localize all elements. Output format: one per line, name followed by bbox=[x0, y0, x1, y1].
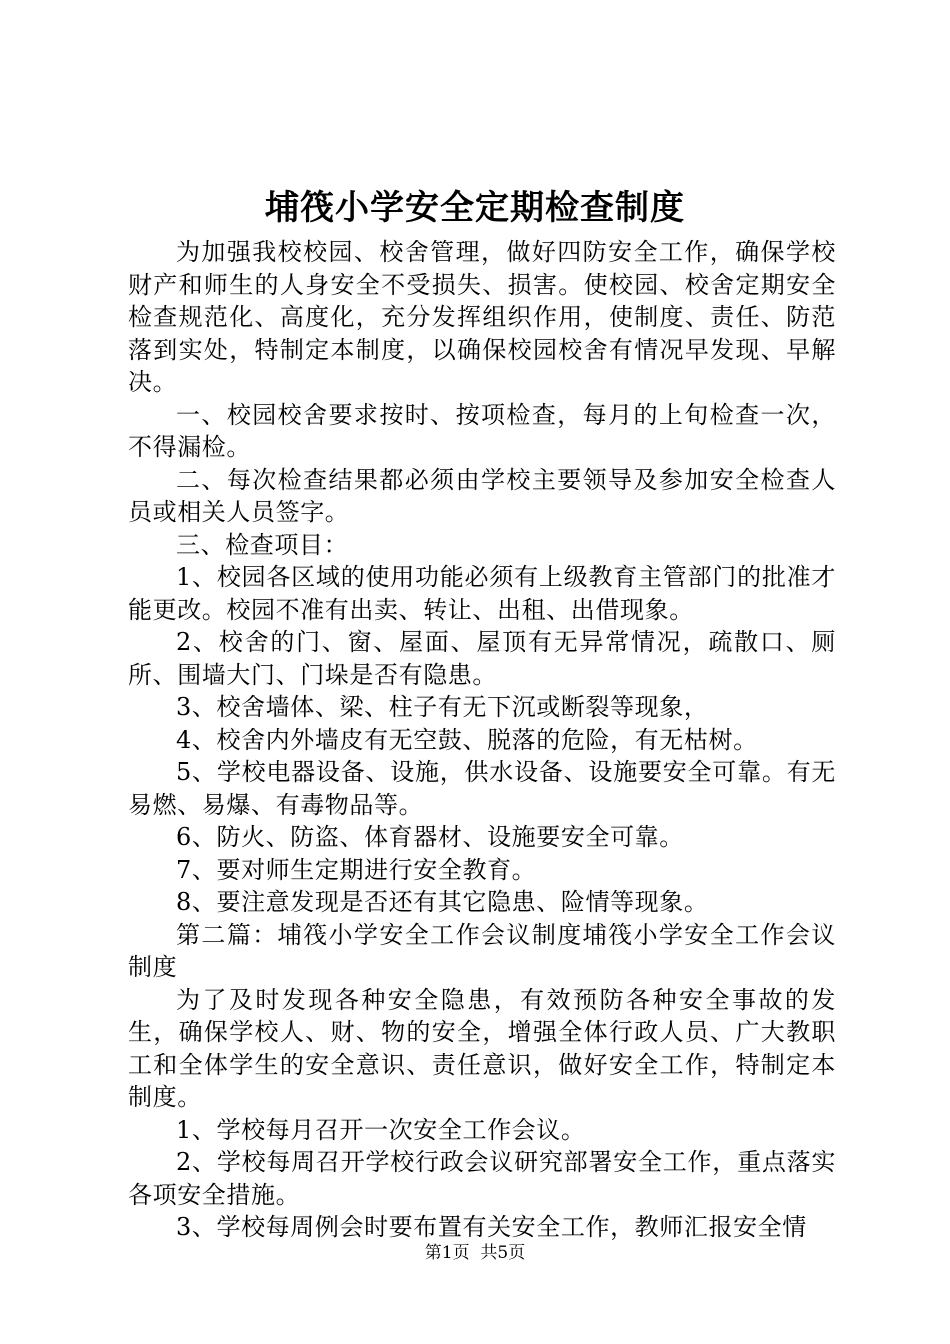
paragraph-intro: 为加强我校校园、校舍管理，做好四防安全工作，确保学校财产和师生的人身安全不受损失、损害。使校园、校舍定期安全检查规范化、高度化，充分发挥组织作用，使制度、责任、防范落到实处，特制定本制度，以确保校园校舍有情况早发现、早解决。 bbox=[128, 238, 836, 396]
paragraph-section-2-heading: 第二篇：埔筏小学安全工作会议制度埔筏小学安全工作会议制度 bbox=[128, 920, 836, 981]
paragraph-check-6: 6、防火、防盗、体育器材、设施要安全可靠。 bbox=[176, 823, 684, 851]
page-number: 第1页 bbox=[424, 1243, 470, 1263]
paragraph-check-5: 5、学校电器设备、设施，供水设备、设施要安全可靠。有无易燃、易爆、有毒物品等。 bbox=[128, 758, 836, 819]
paragraph-meeting-3: 3、学校每周例会时要布置有关安全工作，教师汇报安全情 bbox=[176, 1213, 807, 1241]
paragraph-check-8: 8、要注意发现是否还有其它隐患、险情等现象。 bbox=[176, 888, 709, 916]
paragraph-item-2: 二、每次检查结果都必须由学校主要领导及参加安全检查人员或相关人员签字。 bbox=[128, 465, 836, 526]
paragraph-item-1: 一、校园校舍要求按时、按项检查，每月的上旬检查一次，不得漏检。 bbox=[128, 400, 836, 461]
paragraph-check-2: 2、校舍的门、窗、屋面、屋顶有无异常情况，疏散口、厕所、围墙大门、门垛是否有隐患。 bbox=[128, 628, 836, 689]
paragraph-section-2-intro: 为了及时发现各种安全隐患，有效预防各种安全事故的发生，确保学校人、财、物的安全，增强全体行政人员、广大教职工和全体学生的安全意识、责任意识，做好安全工作，特制定本制度。 bbox=[128, 985, 836, 1111]
paragraph-check-7: 7、要对师生定期进行安全教育。 bbox=[176, 855, 537, 884]
paragraph-item-3: 三、检查项目： bbox=[176, 530, 349, 559]
document-title: 埔筏小学安全定期检查制度 bbox=[265, 188, 685, 228]
paragraph-meeting-1: 1、学校每月召开一次安全工作会议。 bbox=[176, 1115, 586, 1144]
document-body bbox=[128, 236, 836, 1244]
paragraph-check-4: 4、校舍内外墙皮有无空鼓、脱落的危险，有无枯树。 bbox=[176, 725, 758, 754]
paragraph-check-3: 3、校舍墙体、梁、柱子有无下沉或断裂等现象， bbox=[176, 693, 709, 721]
page-total: 共5页 bbox=[480, 1243, 526, 1263]
page-footer bbox=[0, 1241, 950, 1265]
paragraph-meeting-2: 2、学校每周召开学校行政会议研究部署安全工作，重点落实各项安全措施。 bbox=[128, 1148, 836, 1209]
paragraph-check-1: 1、校园各区域的使用功能必须有上级教育主管部门的批准才能更改。校园不准有出卖、转让、出租、出借现象。 bbox=[128, 563, 836, 624]
